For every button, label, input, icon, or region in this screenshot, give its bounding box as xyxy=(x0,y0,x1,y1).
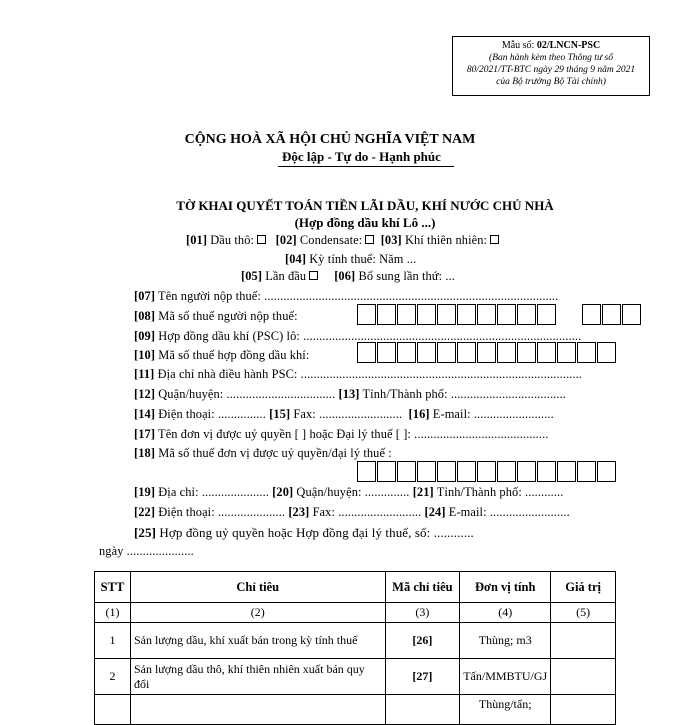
digit-box[interactable] xyxy=(377,342,396,363)
digit-box[interactable] xyxy=(517,461,536,482)
field-22-label[interactable]: Điện thoại: ..................... xyxy=(158,505,286,519)
field-05-label: Lần đầu xyxy=(265,269,307,283)
field-24-label[interactable]: E-mail: ......................... xyxy=(448,505,570,519)
field-21-code: [21] xyxy=(412,485,434,499)
field-04-label: Kỳ tính thuế: Năm ... xyxy=(309,252,417,266)
field-07-label[interactable]: Tên người nộp thuế: ............................................................................................ xyxy=(158,289,559,303)
digit-box[interactable] xyxy=(602,304,621,325)
col-header-code: Mã chỉ tiêu xyxy=(385,572,460,603)
form-code-box xyxy=(452,36,650,96)
field-09-code: [09] xyxy=(134,329,156,343)
digit-box[interactable] xyxy=(537,461,556,482)
digit-box[interactable] xyxy=(377,304,396,325)
motto-underline xyxy=(278,166,454,167)
field-10-code: [10] xyxy=(134,348,156,362)
settlement-table xyxy=(94,571,616,725)
field-24-code: [24] xyxy=(424,505,446,519)
field-17-label[interactable]: Tên đơn vị được uỷ quyền [ ] hoặc Đại lý thuế [ ]: .......................................... xyxy=(158,427,549,441)
row-stt: 1 xyxy=(95,623,131,659)
digit-box[interactable] xyxy=(582,304,601,325)
field-row-04 xyxy=(285,252,416,267)
field-06-label: Bổ sung lần thứ: ... xyxy=(358,269,455,283)
digit-box[interactable] xyxy=(397,342,416,363)
checkbox-crude-oil[interactable] xyxy=(257,235,266,244)
table-row xyxy=(95,623,616,659)
field-07-code: [07] xyxy=(134,289,156,303)
digit-box[interactable] xyxy=(557,461,576,482)
field-04-code: [04] xyxy=(285,252,307,266)
digit-box[interactable] xyxy=(497,461,516,482)
field-08-code: [08] xyxy=(134,309,156,323)
row-indicator: Sản lượng dầu, khí xuất bán trong kỳ tính thuế xyxy=(130,623,385,659)
row-indicator: Sản lượng dầu thô, khí thiên nhiên xuất bán quy đổi xyxy=(130,659,385,695)
field-row-22-24 xyxy=(134,505,570,520)
row-code xyxy=(385,695,460,725)
field-row-11 xyxy=(134,367,582,382)
form-code-label: Mẫu số: xyxy=(501,40,535,51)
digit-box[interactable] xyxy=(437,461,456,482)
col-header-stt: STT xyxy=(95,572,131,603)
field-11-code: [11] xyxy=(134,367,155,381)
field-11-label[interactable]: Địa chỉ nhà điều hành PSC: ........................................................................................ xyxy=(157,367,583,381)
field-23-code: [23] xyxy=(288,505,310,519)
table-cell: (3) xyxy=(385,603,460,623)
field-17-code: [17] xyxy=(134,427,156,441)
digit-box[interactable] xyxy=(397,304,416,325)
table-numbering-row xyxy=(95,603,616,623)
row-indicator xyxy=(130,695,385,725)
field-06-code: [06] xyxy=(334,269,356,283)
row-stt xyxy=(95,695,131,725)
field-13-code: [13] xyxy=(338,387,360,401)
field-19-label[interactable]: Địa chỉ: ..................... xyxy=(158,485,269,499)
digit-box[interactable] xyxy=(597,461,616,482)
field-row-01-03 xyxy=(186,233,499,248)
form-code: 02/LNCN-PSC xyxy=(536,40,601,51)
field-09-label[interactable]: Hợp đồng dầu khí (PSC) lô: ....................................................................................... xyxy=(158,329,582,343)
field-13-label[interactable]: Tỉnh/Thành phố: .................................... xyxy=(362,387,566,401)
digit-box[interactable] xyxy=(477,304,496,325)
checkbox-first-time[interactable] xyxy=(309,271,318,280)
field-01-code: [01] xyxy=(186,233,208,247)
digit-box[interactable] xyxy=(457,461,476,482)
table-cell: (2) xyxy=(130,603,385,623)
digit-box[interactable] xyxy=(357,461,376,482)
field-row-17 xyxy=(134,427,548,442)
table-row xyxy=(95,659,616,695)
table-row xyxy=(95,695,616,725)
digit-box[interactable] xyxy=(597,342,616,363)
table-cell: (5) xyxy=(551,603,616,623)
digit-box[interactable] xyxy=(497,342,516,363)
digit-box[interactable] xyxy=(517,342,536,363)
col-header-value: Giá trị xyxy=(551,572,616,603)
row-unit: Tấn/MMBTU/GJ xyxy=(460,659,551,695)
row-value[interactable] xyxy=(551,659,616,695)
digit-box[interactable] xyxy=(517,304,536,325)
field-10-label: Mã số thuế hợp đồng dầu khí: xyxy=(158,348,310,362)
field-02-code: [02] xyxy=(275,233,297,247)
col-header-indicator: Chỉ tiêu xyxy=(130,572,385,603)
digit-box[interactable] xyxy=(437,304,456,325)
row-stt: 2 xyxy=(95,659,131,695)
form-subtitle: (Hợp đồng dầu khí Lô ...) xyxy=(294,215,436,230)
form-issuance-line-3: của Bộ trưởng Bộ Tài chính) xyxy=(496,77,606,87)
nation-heading: CỘNG HOÀ XÃ HỘI CHỦ NGHĨA VIỆT NAM xyxy=(184,132,476,147)
digit-box[interactable] xyxy=(557,342,576,363)
digit-box[interactable] xyxy=(357,342,376,363)
digit-box[interactable] xyxy=(397,461,416,482)
field-15-label[interactable]: Fax: .......................... xyxy=(293,407,403,421)
form-issuance-line-2: 80/2021/TT-BTC ngày 29 tháng 9 năm 2021 xyxy=(466,65,636,75)
digit-box[interactable] xyxy=(417,342,436,363)
field-16-label[interactable]: E-mail: ......................... xyxy=(432,407,554,421)
field-25-code: [25] xyxy=(134,525,157,540)
digit-box[interactable] xyxy=(477,461,496,482)
table-cell: (1) xyxy=(95,603,131,623)
taxpayer-tax-id-suffix-boxes[interactable] xyxy=(582,304,642,325)
row-value[interactable] xyxy=(551,623,616,659)
field-25-date[interactable]: ngày ..................... xyxy=(99,544,194,558)
field-03-code: [03] xyxy=(380,233,402,247)
table-cell: (4) xyxy=(460,603,551,623)
field-row-08 xyxy=(134,309,298,324)
field-23-label[interactable]: Fax: .......................... xyxy=(312,505,422,519)
field-row-25 xyxy=(134,525,474,541)
digit-box[interactable] xyxy=(437,342,456,363)
field-12-code: [12] xyxy=(134,387,156,401)
digit-box[interactable] xyxy=(577,342,596,363)
digit-box[interactable] xyxy=(622,304,641,325)
table-header-row xyxy=(95,572,616,603)
field-25-label[interactable]: Hợp đồng uỷ quyền hoặc Hợp đồng đại lý thuế, số: ............ xyxy=(159,525,474,540)
row-code: [26] xyxy=(385,623,460,659)
digit-box[interactable] xyxy=(457,304,476,325)
field-18-code: [18] xyxy=(134,446,156,460)
checkbox-condensate[interactable] xyxy=(365,235,374,244)
field-row-07 xyxy=(134,289,558,304)
form-issuance-line-1: (Ban hành kèm theo Thông tư số xyxy=(489,53,613,63)
field-row-19-21 xyxy=(134,485,563,500)
field-row-12-13 xyxy=(134,387,566,402)
digit-box[interactable] xyxy=(417,461,436,482)
field-20-code: [20] xyxy=(272,485,294,499)
field-22-code: [22] xyxy=(134,505,156,519)
agent-tax-id-boxes[interactable] xyxy=(357,461,617,482)
digit-box[interactable] xyxy=(377,461,396,482)
digit-box[interactable] xyxy=(537,342,556,363)
contract-tax-id-boxes[interactable] xyxy=(357,342,617,363)
field-21-label[interactable]: Tỉnh/Thành phố: ............ xyxy=(436,485,564,499)
field-15-code: [15] xyxy=(269,407,291,421)
field-05-code: [05] xyxy=(241,269,263,283)
field-row-05-06 xyxy=(241,269,455,284)
field-01-label: Dầu thô: xyxy=(210,233,255,247)
field-02-label: Condensate: xyxy=(299,233,363,247)
digit-box[interactable] xyxy=(497,304,516,325)
digit-box[interactable] xyxy=(457,342,476,363)
field-20-label[interactable]: Quận/huyện: .............. xyxy=(296,485,410,499)
field-14-code: [14] xyxy=(134,407,156,421)
field-row-14-16 xyxy=(134,407,554,422)
taxpayer-tax-id-boxes[interactable] xyxy=(357,304,557,325)
field-row-18 xyxy=(134,446,392,461)
digit-box[interactable] xyxy=(477,342,496,363)
digit-box[interactable] xyxy=(537,304,556,325)
field-19-code: [19] xyxy=(134,485,156,499)
digit-box[interactable] xyxy=(357,304,376,325)
field-03-label: Khí thiên nhiên: xyxy=(404,233,488,247)
field-08-label: Mã số thuế người nộp thuế: xyxy=(158,309,298,323)
field-14-label[interactable]: Điện thoại: ............... xyxy=(158,407,266,421)
row-code: [27] xyxy=(385,659,460,695)
col-header-unit: Đơn vị tính xyxy=(460,572,551,603)
motto: Độc lập - Tự do - Hạnh phúc xyxy=(282,149,441,164)
checkbox-natural-gas[interactable] xyxy=(490,235,499,244)
field-18-label: Mã số thuế đơn vị được uỷ quyền/đại lý thuế : xyxy=(158,446,392,460)
row-unit: Thùng/tấn; xyxy=(460,695,551,725)
field-12-label[interactable]: Quận/huyện: .................................. xyxy=(158,387,336,401)
row-value[interactable] xyxy=(551,695,616,725)
digit-box[interactable] xyxy=(577,461,596,482)
row-unit: Thùng; m3 xyxy=(460,623,551,659)
field-16-code: [16] xyxy=(408,407,430,421)
field-row-10 xyxy=(134,348,309,363)
form-title: TỜ KHAI QUYẾT TOÁN TIỀN LÃI DẦU, KHÍ NƯỚC CHỦ NHÀ xyxy=(176,198,554,213)
digit-box[interactable] xyxy=(417,304,436,325)
